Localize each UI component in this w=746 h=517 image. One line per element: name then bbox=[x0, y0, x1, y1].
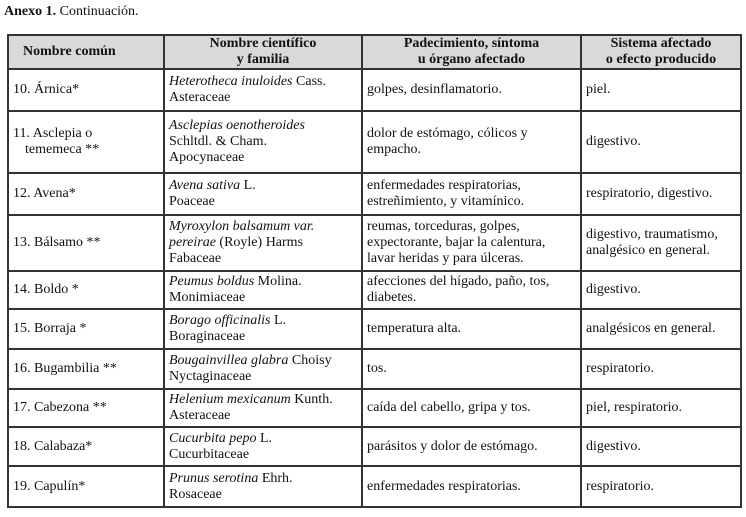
system-cell bbox=[581, 349, 741, 389]
scientific-name-cell bbox=[164, 111, 362, 173]
author-or-family: (Royle) Harms bbox=[215, 235, 304, 250]
author-or-family: L. bbox=[270, 313, 287, 328]
species-name: Asclepias oenotheroides bbox=[169, 118, 305, 133]
cell-line bbox=[169, 118, 357, 134]
cell-line: parásitos y dolor de estómago. bbox=[367, 438, 538, 454]
table-row bbox=[8, 389, 741, 427]
system-cell bbox=[581, 309, 741, 349]
header-line: Nombre común bbox=[23, 44, 116, 59]
species-name: Helenium mexicanum bbox=[169, 392, 291, 407]
cell-line bbox=[169, 74, 357, 90]
cell-line bbox=[169, 150, 357, 166]
author-or-family: Nyctaginaceae bbox=[169, 369, 252, 384]
system-cell bbox=[581, 215, 741, 271]
author-or-family: Ehrh. bbox=[258, 470, 293, 486]
ailment-cell bbox=[362, 271, 581, 309]
table-row bbox=[8, 271, 741, 309]
cell-line: reumas, torceduras, golpes, bbox=[367, 219, 520, 234]
species-name: Heterotheca inuloides bbox=[169, 74, 293, 89]
cell-line: 19. Capulín* bbox=[13, 478, 86, 494]
table-body bbox=[8, 69, 741, 507]
table-row bbox=[8, 111, 741, 173]
author-or-family: Choisy bbox=[288, 353, 332, 368]
scientific-name-cell bbox=[164, 271, 362, 309]
species-name: Bougainvillea glabra bbox=[169, 353, 289, 368]
species-name: Borago officinalis bbox=[169, 313, 271, 328]
cell-line bbox=[169, 447, 357, 463]
scientific-name-cell bbox=[164, 309, 362, 349]
cell-line bbox=[169, 251, 357, 267]
cell-line bbox=[169, 392, 357, 408]
header-common-name bbox=[8, 35, 164, 69]
cell-line: diabetes. bbox=[367, 290, 417, 305]
author-or-family: L. bbox=[256, 430, 273, 446]
species-name: Prunus serotina bbox=[169, 470, 259, 486]
system-cell bbox=[581, 466, 741, 507]
caption-label: Anexo 1. bbox=[4, 4, 57, 19]
author-or-family: Boraginaceae bbox=[169, 329, 246, 344]
scientific-name-cell bbox=[164, 69, 362, 111]
common-name-cell bbox=[8, 427, 164, 466]
common-name-cell bbox=[8, 111, 164, 173]
ailment-cell bbox=[362, 111, 581, 173]
header-ailment bbox=[362, 35, 581, 69]
table-caption bbox=[4, 4, 139, 20]
scientific-name-cell bbox=[164, 349, 362, 389]
ailment-cell bbox=[362, 173, 581, 215]
ailment-cell bbox=[362, 389, 581, 427]
cell-line: piel. bbox=[586, 82, 611, 97]
species-name: Cucurbita pepo bbox=[169, 430, 257, 446]
cell-line: digestivo. bbox=[586, 134, 641, 149]
cell-line: 15. Borraja * bbox=[13, 321, 87, 336]
cell-line: piel, respiratorio. bbox=[586, 400, 683, 415]
cell-line bbox=[169, 329, 357, 345]
cell-line bbox=[169, 194, 357, 210]
table-row bbox=[8, 466, 741, 507]
author-or-family: Fabaceae bbox=[169, 251, 222, 266]
header-line: y familia bbox=[236, 52, 290, 67]
cell-line: expectorante, bajar la calentura, bbox=[367, 235, 546, 250]
common-name-cell bbox=[8, 389, 164, 427]
cell-line: 13. Bálsamo ** bbox=[13, 235, 101, 250]
cell-line: respiratorio, digestivo. bbox=[586, 186, 713, 201]
scientific-name-cell bbox=[164, 215, 362, 271]
table-row bbox=[8, 69, 741, 111]
ailment-cell bbox=[362, 466, 581, 507]
system-cell bbox=[581, 389, 741, 427]
scientific-name-cell bbox=[164, 389, 362, 427]
cell-line: tos. bbox=[367, 361, 387, 376]
cell-line: 18. Calabaza* bbox=[13, 438, 93, 454]
cell-line: 11. Asclepia o bbox=[13, 126, 93, 141]
cell-line: caída del cabello, gripa y tos. bbox=[367, 400, 531, 415]
author-or-family: Asteraceae bbox=[169, 90, 231, 105]
ailment-cell bbox=[362, 349, 581, 389]
table-row bbox=[8, 173, 741, 215]
plant-table bbox=[7, 34, 742, 508]
cell-line: digestivo. bbox=[586, 438, 641, 454]
common-name-cell bbox=[8, 173, 164, 215]
cell-line: 12. Avena* bbox=[13, 186, 76, 201]
ailment-cell bbox=[362, 309, 581, 349]
author-or-family: Molina. bbox=[254, 274, 302, 289]
scientific-name-cell bbox=[164, 466, 362, 507]
cell-line: 10. Árnica* bbox=[13, 82, 80, 97]
cell-line bbox=[169, 134, 357, 150]
system-cell bbox=[581, 69, 741, 111]
cell-line bbox=[169, 487, 357, 503]
scientific-name-cell bbox=[164, 173, 362, 215]
cell-line: respiratorio. bbox=[586, 478, 655, 494]
system-cell bbox=[581, 427, 741, 466]
cell-line: analgésico en general. bbox=[586, 243, 710, 258]
table-row bbox=[8, 309, 741, 349]
system-cell bbox=[581, 111, 741, 173]
cell-line: 14. Boldo * bbox=[13, 282, 79, 297]
system-cell bbox=[581, 271, 741, 309]
common-name-cell bbox=[8, 466, 164, 507]
author-or-family: Apocynaceae bbox=[169, 150, 245, 165]
cell-line bbox=[169, 313, 357, 329]
common-name-cell bbox=[8, 69, 164, 111]
cell-line bbox=[169, 353, 357, 369]
common-name-cell bbox=[8, 309, 164, 349]
header-line: u órgano afectado bbox=[417, 52, 526, 67]
header-system bbox=[581, 35, 741, 69]
header-line: Padecimiento, síntoma bbox=[403, 36, 540, 51]
author-or-family: Cass. bbox=[292, 74, 326, 89]
cell-line: temperatura alta. bbox=[367, 321, 462, 336]
species-name: Avena sativa bbox=[169, 178, 241, 193]
caption-text: Continuación. bbox=[56, 4, 139, 19]
cell-line bbox=[169, 408, 357, 424]
table-row bbox=[8, 215, 741, 271]
header-scientific-name bbox=[164, 35, 362, 69]
scientific-name-cell bbox=[164, 427, 362, 466]
cell-line: respiratorio. bbox=[586, 361, 655, 376]
cell-line: enfermedades respiratorias, bbox=[367, 178, 521, 193]
cell-line: enfermedades respiratorias. bbox=[367, 478, 521, 494]
species-name: Myroxylon balsamum var. bbox=[169, 219, 315, 234]
table-row bbox=[8, 427, 741, 466]
header-line: Nombre científico bbox=[209, 36, 317, 51]
cell-line bbox=[169, 90, 357, 106]
author-or-family: L. bbox=[240, 178, 256, 193]
cell-line: golpes, desinflamatorio. bbox=[367, 82, 502, 97]
author-or-family: Cucurbitaceae bbox=[169, 446, 250, 462]
ailment-cell bbox=[362, 427, 581, 466]
table-row bbox=[8, 349, 741, 389]
species-name: Peumus boldus bbox=[169, 274, 255, 289]
cell-line: 17. Cabezona ** bbox=[13, 400, 107, 415]
cell-line: tememeca ** bbox=[25, 142, 100, 157]
author-or-family: Schltdl. & Cham. bbox=[169, 134, 267, 149]
cell-line bbox=[169, 471, 357, 487]
header-line: Sistema afectado bbox=[610, 36, 712, 51]
cell-line bbox=[169, 274, 357, 290]
author-or-family: Monimiaceae bbox=[169, 290, 246, 305]
author-or-family: Poaceae bbox=[169, 194, 215, 209]
cell-line bbox=[169, 178, 357, 194]
cell-line bbox=[169, 431, 357, 447]
cell-line bbox=[169, 219, 357, 235]
common-name-cell bbox=[8, 349, 164, 389]
cell-line: estreñimiento, y vitamínico. bbox=[367, 194, 525, 209]
common-name-cell bbox=[8, 271, 164, 309]
header-row bbox=[8, 35, 741, 69]
ailment-cell bbox=[362, 215, 581, 271]
cell-line: empacho. bbox=[367, 142, 422, 157]
author-or-family: Rosaceae bbox=[169, 486, 222, 502]
common-name-cell bbox=[8, 215, 164, 271]
cell-line: lavar heridas y para úlceras. bbox=[367, 251, 524, 266]
species-name: pereirae bbox=[169, 235, 216, 250]
cell-line: afecciones del hígado, paño, tos, bbox=[367, 274, 550, 289]
cell-line: dolor de estómago, cólicos y bbox=[367, 126, 528, 141]
cell-line: 16. Bugambilia ** bbox=[13, 361, 117, 376]
system-cell bbox=[581, 173, 741, 215]
cell-line bbox=[169, 369, 357, 385]
cell-line bbox=[169, 235, 357, 251]
cell-line bbox=[169, 290, 357, 306]
cell-line: digestivo. bbox=[586, 282, 641, 297]
cell-line: digestivo, traumatismo, bbox=[586, 227, 718, 242]
cell-line: analgésicos en general. bbox=[586, 321, 716, 336]
ailment-cell bbox=[362, 69, 581, 111]
author-or-family: Asteraceae bbox=[169, 408, 231, 423]
header-line: o efecto producido bbox=[605, 52, 717, 67]
author-or-family: Kunth. bbox=[290, 392, 333, 407]
